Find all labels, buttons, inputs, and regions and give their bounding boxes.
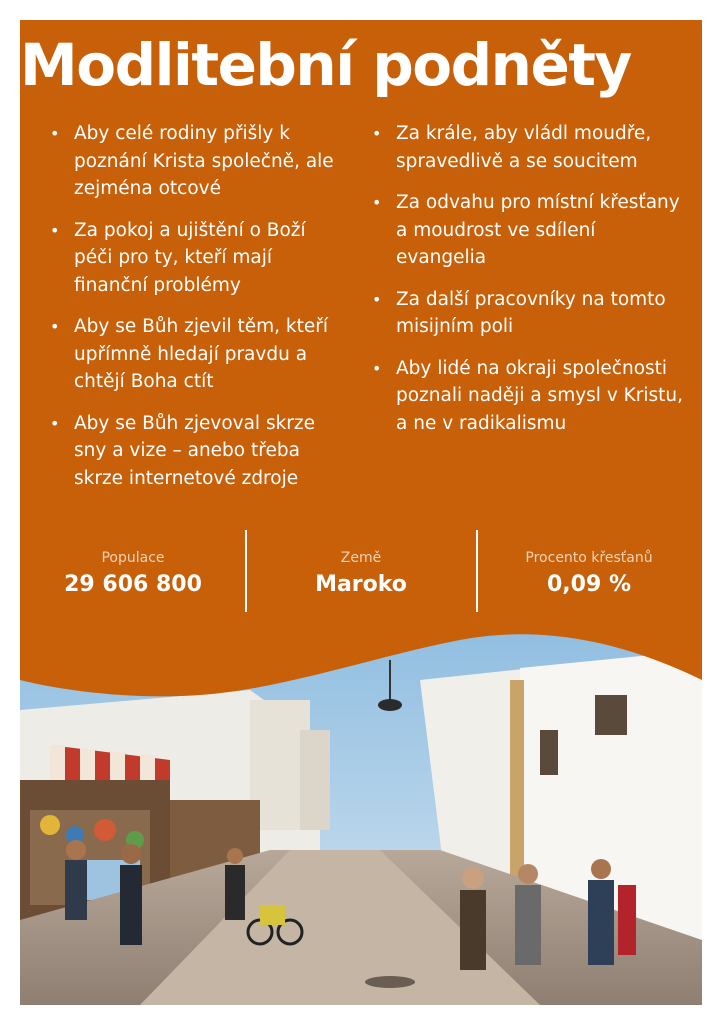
prayer-list-left — [48, 120, 348, 506]
divider — [245, 530, 247, 612]
street-photo — [20, 620, 702, 1005]
stat-christians — [476, 528, 702, 597]
list-item: • Za odvahu pro místní křesťany a moudrost ve sdílení evangelia — [370, 189, 690, 272]
bullet-icon: • — [50, 124, 60, 143]
stat-population — [20, 528, 246, 597]
page-title: Modlitební podněty — [20, 31, 631, 99]
stat-value: 0,09 % — [547, 572, 631, 597]
stat-value: 29 606 800 — [64, 572, 202, 597]
list-item: • Aby lidé na okraji společnosti poznali naději a smysl v Kristu, a ne v radikalismu — [370, 355, 690, 438]
list-item: • Aby se Bůh zjevoval skrze sny a vize – anebo třeba skrze internetové zdroje — [48, 410, 348, 493]
bullet-icon: • — [50, 220, 60, 240]
stat-label: Země — [340, 550, 382, 566]
stats-bar — [20, 528, 702, 618]
stat-label: Procento křesťanů — [525, 550, 653, 566]
stat-country — [248, 528, 474, 597]
bullet-icon: • — [372, 289, 382, 309]
stat-label: Populace — [101, 550, 165, 566]
stat-value: Maroko — [315, 572, 407, 597]
list-item: • Za krále, aby vládl moudře, spravedlivě a se soucitem — [370, 120, 690, 175]
bullet-icon: • — [372, 358, 382, 378]
list-item: • Za další pracovníky na tomto misijním poli — [370, 286, 690, 341]
divider — [476, 530, 478, 612]
bullet-icon: • — [372, 193, 382, 212]
list-item: • Aby celé rodiny přišly k poznání Krista společně, ale zejména otcové — [48, 120, 348, 203]
prayer-panel — [20, 20, 702, 1005]
bullet-icon: • — [50, 413, 60, 433]
bullet-icon: • — [372, 124, 382, 143]
bullet-icon: • — [50, 317, 60, 336]
list-item: • Aby se Bůh zjevil těm, kteří upřímně hledají pravdu a chtějí Boha ctít — [48, 313, 348, 396]
prayer-list-right — [370, 120, 690, 451]
list-item: • Za pokoj a ujištění o Boží péči pro ty, kteří mají finanční problémy — [48, 217, 348, 300]
